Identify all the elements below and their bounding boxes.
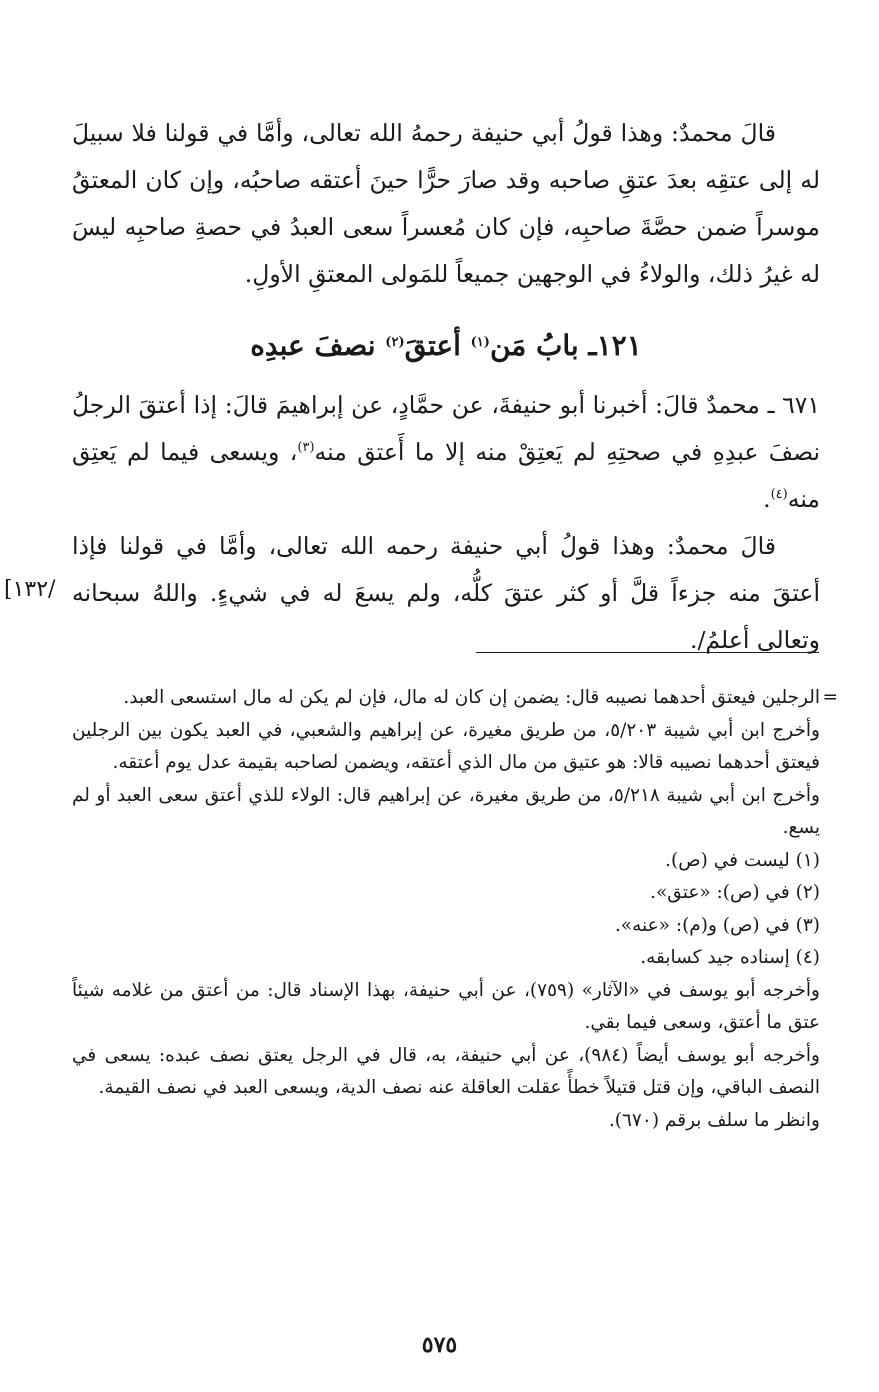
chapter-heading xyxy=(72,320,820,372)
footnote-ref: (٤) xyxy=(770,487,788,502)
footnote-line: (٤) إسناده جيد كسابقه. xyxy=(640,947,820,968)
paragraph-text: ، ويسعى فيما لم يَعتِق منه xyxy=(72,438,820,513)
paragraph xyxy=(72,382,820,523)
footnote-line: وأخرج ابن أبي شيبة ٥/٢٠٣، من طريق مغيرة، عن إبراهيم والشعبي، في العبد يكون بين الرجلين فيعتق أحدهما نصيبه قالا: هو عتيق من مال الذي أعتقه، ويضمن لصاحبه بقيمة عدل يوم أعتقه. xyxy=(72,719,820,773)
footnote-divider xyxy=(476,652,819,653)
footnote-line: (١) ليست في (ص). xyxy=(665,849,820,871)
paragraph-text: ٦٧١ ـ محمدٌ قالَ: أخبرنا أبو حنيفةَ، عن حمَّادٍ، عن إبراهيمَ قالَ: إذا أعتقَ الرجلُ نصفَ عبدِهِ في صحتِهِ لم يَعتِقْ منه إلا ما أَعتق منه xyxy=(72,391,820,466)
footnote-ref: (١) xyxy=(470,335,490,350)
continuation-mark: = xyxy=(822,687,838,708)
footnote-line: وأخرجه أبو يوسف في «الآثار» (٧٥٩)، عن أبي حنيفة، بهذا الإسناد قال: من أعتق من غلامه شيئاً عتق ما أعتق، وسعى فيما بقي. xyxy=(72,979,820,1033)
footnote-line: وانظر ما سلف برقم (٦٧٠). xyxy=(608,1109,820,1131)
paragraph: قالَ محمدٌ: وهذا قولُ أبي حنيفة رحمه الله تعالى، وأمَّا في قولنا فإذا أعتقَ منه جزءاً قلَّ أو كثر عتقَ كلُّه، ولم يسعَ له في شيءٍ. واللهُ سبحانه وتعالى أعلمُ/. xyxy=(72,532,820,654)
page-number: ٥٧٥ xyxy=(421,1332,458,1358)
footnote-line: الرجلين فيعتق أحدهما نصيبه قال: يضمن إن كان له مال، فإن لم يكن له مال استسعى العبد. xyxy=(123,687,820,708)
footnote-ref: (٣) xyxy=(297,440,315,455)
paragraph-text: . xyxy=(763,485,771,513)
footnote-line: وأخرج ابن أبي شيبة ٥/٢١٨، من طريق مغيرة، عن إبراهيم قال: الولاء للذي أعتق سعى العبد أو لم يسع. xyxy=(72,784,820,838)
footnote-line: وأخرجه أبو يوسف أيضاً (٩٨٤)، عن أبي حنيفة، به، قال في الرجل يعتق نصف عبده: يسعى في النصف الباقي، وإن قتل قتيلاً خطأً عقلت العاقلة عنه نصف الدية، ويسعى العبد في نصف القيمة. xyxy=(72,1044,820,1098)
footnotes xyxy=(72,682,838,1137)
heading-text: ١٢١ـ بابُ مَن xyxy=(489,329,642,362)
main-text xyxy=(72,110,820,664)
footnote-line: (٢) في (ص): «عتق». xyxy=(650,882,820,903)
footnote-line: (٣) في (ص) و(م): «عنه». xyxy=(614,914,820,936)
footnote-ref: (٢) xyxy=(385,335,405,350)
heading-text: نصفَ عبدِه xyxy=(250,329,386,362)
heading-text: أعتقَ xyxy=(404,329,471,362)
paragraph: قالَ محمدٌ: وهذا قولُ أبي حنيفة رحمهُ الله تعالى، وأمَّا في قولنا فلا سبيلَ له إلى عتقِه بعدَ عتقِ صاحبه وقد صارَ حرًّا حينَ أعتقه صاحبُه، وإن كان المعتقُ موسراً ضمن حصَّةَ صاحبِه، فإن كان مُعسراً سعى العبدُ في حصةِ صاحبِه ليسَ له غيرُ ذلك، والولاءُ في الوجهين جميعاً للمَولى المعتقِ الأولِ. xyxy=(72,119,820,288)
margin-page-reference: [١٣٢/ xyxy=(4,577,56,602)
